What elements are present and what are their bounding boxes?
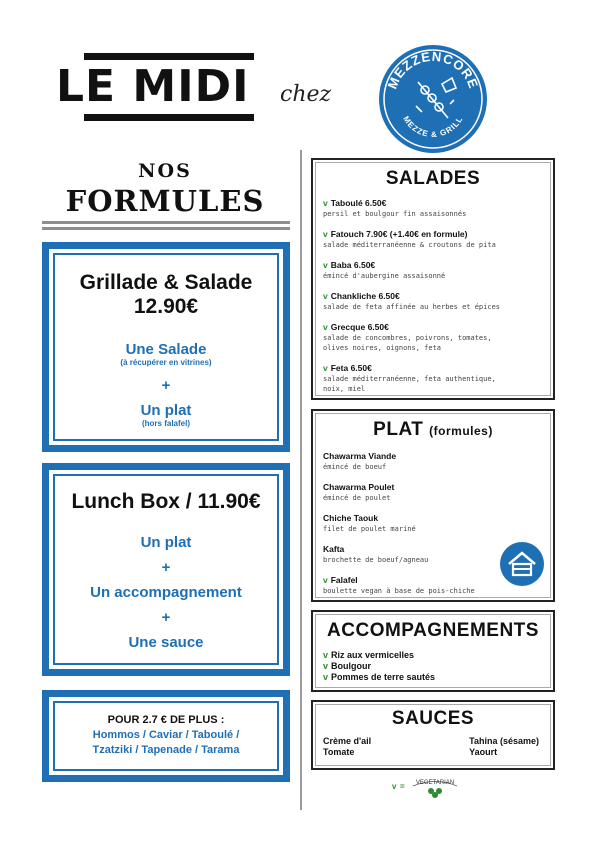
formule-line: Un plat bbox=[140, 402, 192, 419]
sauces-col-right bbox=[469, 736, 539, 758]
legend-eq: = bbox=[400, 782, 405, 791]
item-desc: brochette de boeuf/agneau bbox=[323, 556, 429, 564]
heading-rule-2 bbox=[42, 227, 290, 230]
sauce-item: Crème d'ail bbox=[323, 736, 372, 746]
supplement-options: Hommos / Caviar / Taboulé / bbox=[92, 729, 240, 741]
badge-top-text: MEZZENCORE bbox=[384, 48, 482, 92]
item-desc: olives noires, oignons, feta bbox=[323, 344, 442, 352]
item-desc: émincé d'aubergine assaisonné bbox=[323, 272, 446, 280]
formule-supplement bbox=[42, 690, 290, 782]
item-desc: boulette vegan à base de pois-chiche bbox=[323, 587, 475, 595]
menu-item bbox=[313, 291, 553, 312]
salades-section bbox=[311, 158, 555, 400]
item-name: Baba 6.50€ bbox=[330, 260, 376, 270]
formule-line: Une sauce bbox=[128, 634, 204, 651]
item-name: Falafel bbox=[330, 575, 358, 585]
vegetarian-mark: v bbox=[323, 229, 328, 239]
sauce-item: Tahina (sésame) bbox=[469, 736, 539, 746]
salades-title: SALADES bbox=[385, 168, 481, 189]
menu-item bbox=[313, 322, 553, 353]
vegetarian-mark: v bbox=[323, 291, 328, 301]
plat-section bbox=[311, 409, 555, 602]
sauce-item: Tomate bbox=[323, 747, 355, 757]
vegetarian-mark: v bbox=[323, 672, 329, 682]
chez-text: chez bbox=[280, 82, 332, 107]
item-desc: persil et boulgour fin assaisonnés bbox=[323, 210, 467, 218]
menu-item bbox=[313, 363, 553, 394]
takeaway-home-icon bbox=[499, 541, 545, 587]
vegetarian-mark: v bbox=[323, 575, 328, 585]
menu-item bbox=[313, 260, 553, 281]
item-desc: émincé de boeuf bbox=[323, 463, 387, 471]
sauces-columns bbox=[313, 736, 553, 758]
plus-sign: + bbox=[161, 377, 171, 394]
plus-sign: + bbox=[161, 559, 171, 576]
menu-item bbox=[313, 198, 553, 219]
vegetarian-mark: v bbox=[323, 322, 328, 332]
item-desc: salade de concombres, poivrons, tomates, bbox=[323, 334, 492, 342]
plat-title-sub: (formules) bbox=[429, 424, 493, 438]
sauces-section bbox=[311, 700, 555, 770]
item-name: Riz aux vermicelles bbox=[331, 650, 415, 660]
formule-price: 12.90€ bbox=[133, 295, 199, 318]
menu-item bbox=[313, 513, 553, 534]
formule-grillade-salade bbox=[42, 242, 290, 452]
vegetarian-legend bbox=[392, 776, 462, 802]
item-name: Chiche Taouk bbox=[323, 513, 379, 523]
formule-line: Une Salade bbox=[125, 341, 207, 358]
item-name: Grecque 6.50€ bbox=[330, 322, 389, 332]
item-name: Feta 6.50€ bbox=[330, 363, 372, 373]
badge-bottom-text: MEZZE & GRILL bbox=[401, 114, 465, 140]
logo-bar-top bbox=[84, 53, 254, 60]
vegetarian-mark: v bbox=[323, 650, 329, 660]
menu-item bbox=[313, 482, 553, 503]
formule-title: Grillade & Salade bbox=[79, 271, 253, 294]
menu-item bbox=[313, 229, 553, 250]
formule-note: (hors falafel) bbox=[141, 419, 190, 428]
mezzencore-badge-logo bbox=[378, 44, 488, 154]
item-desc: émincé de poulet bbox=[323, 494, 391, 502]
item-name: Pommes de terre sautés bbox=[331, 672, 436, 682]
le-midi-logo bbox=[56, 50, 252, 124]
item-desc: salade méditerranéenne, feta authentique, bbox=[323, 375, 496, 383]
accompagnements-section bbox=[311, 610, 555, 692]
item-desc: noix, miel bbox=[323, 385, 366, 393]
menu-item bbox=[313, 672, 553, 683]
sauces-col-left bbox=[323, 736, 371, 758]
formule-line: Un accompagnement bbox=[90, 584, 242, 601]
sauces-title: SAUCES bbox=[391, 708, 475, 729]
logo-text: LE MIDI bbox=[56, 61, 250, 112]
item-name: Boulgour bbox=[331, 661, 372, 671]
logo-bar-bottom bbox=[84, 114, 254, 121]
item-desc: salade de feta affinée au herbes et épices bbox=[323, 303, 501, 311]
item-desc: filet de poulet mariné bbox=[323, 525, 416, 533]
formule-title: Lunch Box / 11.90€ bbox=[71, 490, 261, 513]
formule-lunch-box bbox=[42, 463, 290, 676]
item-name: Kafta bbox=[323, 544, 345, 554]
formule-note: (à récupérer en vitrines) bbox=[120, 358, 212, 367]
menu-item bbox=[313, 451, 553, 472]
item-name: Chawarma Poulet bbox=[323, 482, 395, 492]
item-name: Taboulé 6.50€ bbox=[330, 198, 387, 208]
plat-title-main: PLAT bbox=[373, 419, 424, 440]
item-desc: salade méditerranéenne & croutons de pita bbox=[323, 241, 496, 249]
item-name: Chawarma Viande bbox=[323, 451, 397, 461]
vegetarian-badge-icon bbox=[410, 776, 460, 800]
heading-rule-1 bbox=[42, 221, 290, 224]
formules-heading: FORMULES bbox=[65, 184, 265, 218]
accompagnements-title: ACCOMPAGNEMENTS bbox=[327, 620, 539, 641]
item-name: Fatouch 7.90€ (+1.40€ en formule) bbox=[330, 229, 468, 239]
vegetarian-mark: v bbox=[323, 661, 329, 671]
supplement-heading: POUR 2.7 € DE PLUS : bbox=[107, 714, 225, 726]
legend-v: v bbox=[392, 782, 397, 791]
svg-text:VEGETARIAN: VEGETARIAN bbox=[415, 780, 455, 786]
plus-sign: + bbox=[161, 609, 171, 626]
plat-title bbox=[313, 419, 553, 441]
menu-item bbox=[313, 661, 553, 672]
nos-heading: NOS bbox=[138, 160, 192, 182]
sauce-item: Yaourt bbox=[469, 747, 498, 757]
vegetarian-mark: v bbox=[323, 260, 328, 270]
column-divider bbox=[300, 150, 302, 810]
supplement-options: Tzatziki / Tapenade / Tarama bbox=[92, 744, 240, 756]
vegetarian-mark: v bbox=[323, 198, 328, 208]
item-name: Chankliche 6.50€ bbox=[330, 291, 400, 301]
vegetarian-mark: v bbox=[323, 363, 328, 373]
menu-item bbox=[313, 650, 553, 661]
formule-line: Un plat bbox=[140, 534, 192, 551]
